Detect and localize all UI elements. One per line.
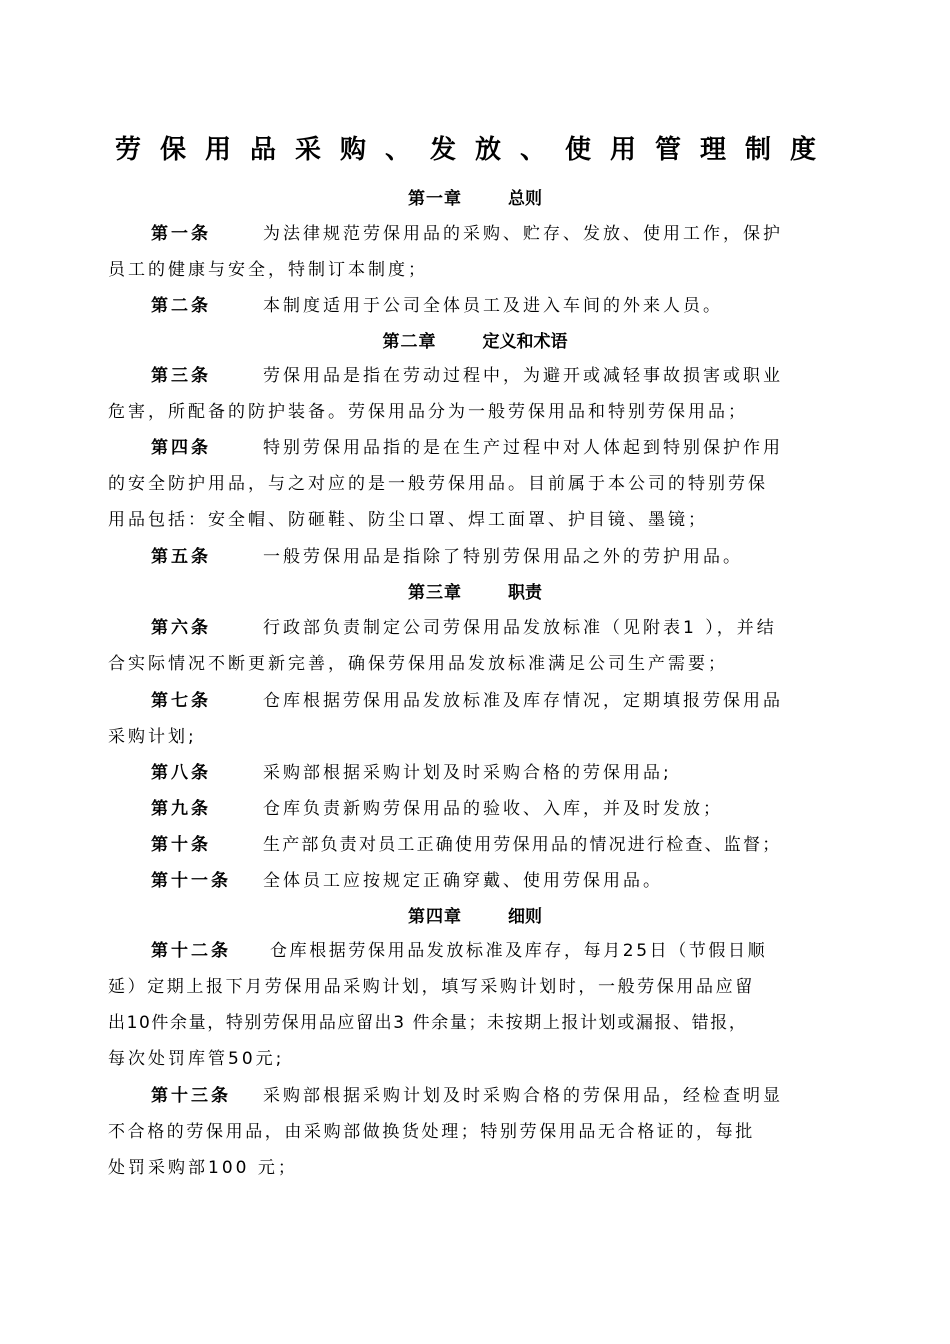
article-label: 第十条 [151, 835, 211, 855]
article-line: 仓库根据劳保用品发放标准及库存，每月25日（节假日顺 [270, 941, 768, 961]
article [108, 683, 842, 755]
article [108, 791, 842, 827]
article [108, 216, 842, 288]
article [108, 755, 842, 791]
article [108, 1078, 842, 1186]
article-line: 延）定期上报下月劳保用品采购计划，填写采购计划时，一般劳保用品应留 [108, 977, 755, 997]
article-line: 本制度适用于公司全体员工及进入车间的外来人员。 [263, 296, 723, 316]
article-label: 第六条 [151, 618, 211, 638]
article-label: 第八条 [151, 763, 211, 783]
article [108, 539, 842, 575]
article-line: 仓库根据劳保用品发放标准及库存情况，定期填报劳保用品 [263, 691, 783, 711]
article-label: 第二条 [151, 296, 211, 316]
chapter-number: 第一章 [408, 189, 462, 209]
article-label: 第七条 [151, 691, 211, 711]
chapter-heading [108, 902, 842, 932]
article [108, 288, 842, 324]
chapter-name: 细则 [508, 907, 542, 927]
chapter-heading [108, 327, 842, 357]
article-line: 用品包括：安全帽、防砸鞋、防尘口罩、焊工面罩、护目镜、墨镜； [108, 510, 708, 530]
article-line: 员工的健康与安全，特制订本制度； [108, 260, 428, 280]
chapter-heading [108, 184, 842, 214]
article-line: 一般劳保用品是指除了特别劳保用品之外的劳护用品。 [263, 547, 743, 567]
article-label: 第十一条 [151, 871, 231, 891]
chapter-number: 第四章 [408, 907, 462, 927]
chapter-heading [108, 578, 842, 608]
article [108, 863, 842, 899]
article-label: 第九条 [151, 799, 211, 819]
article-line: 采购部根据采购计划及时采购合格的劳保用品; [263, 763, 672, 783]
article-line: 为法律规范劳保用品的采购、贮存、发放、使用工作，保护 [263, 224, 783, 244]
article [108, 933, 842, 1077]
chapter-name: 职责 [508, 583, 542, 603]
article [108, 610, 842, 682]
article [108, 827, 842, 863]
article-line: 特别劳保用品指的是在生产过程中对人体起到特别保护作用 [263, 438, 783, 458]
article-line: 采购部根据采购计划及时采购合格的劳保用品，经检查明显 [263, 1086, 783, 1106]
article [108, 358, 842, 430]
article-line: 出10件余量，特别劳保用品应留出3 件余量；未按期上报计划或漏报、错报， [108, 1013, 748, 1033]
article-label: 第三条 [151, 366, 211, 386]
article-line: 全体员工应按规定正确穿戴、使用劳保用品。 [263, 871, 663, 891]
article-line: 的安全防护用品，与之对应的是一般劳保用品。目前属于本公司的特别劳保 [108, 474, 768, 494]
article-label: 第一条 [151, 224, 211, 244]
article-line: 行政部负责制定公司劳保用品发放标准（见附表1 ），并结 [263, 618, 777, 638]
article [108, 430, 842, 538]
chapter-number: 第三章 [408, 583, 462, 603]
chapter-name: 总则 [508, 189, 542, 209]
chapter-name: 定义和术语 [482, 332, 568, 352]
article-line: 危害，所配备的防护装备。劳保用品分为一般劳保用品和特别劳保用品； [108, 402, 748, 422]
article-label: 第五条 [151, 547, 211, 567]
chapter-number: 第二章 [382, 332, 437, 352]
article-label: 第十三条 [151, 1086, 231, 1106]
article-label: 第十二条 [151, 941, 231, 961]
article-line: 处罚采购部100 元； [108, 1158, 298, 1178]
article-line: 每次处罚库管50元; [108, 1049, 285, 1069]
article-line: 合实际情况不断更新完善，确保劳保用品发放标准满足公司生产需要； [108, 654, 728, 674]
document-title: 劳保用品采购、发放、使用管理制度 [114, 135, 835, 165]
article-line: 劳保用品是指在劳动过程中，为避开或减轻事故损害或职业 [263, 366, 783, 386]
article-line: 生产部负责对员工正确使用劳保用品的情况进行检查、监督； [263, 835, 782, 855]
article-line: 采购计划; [108, 727, 197, 747]
article-label: 第四条 [151, 438, 211, 458]
article-line: 仓库负责新购劳保用品的验收、入库，并及时发放； [263, 799, 723, 819]
article-line: 不合格的劳保用品，由采购部做换货处理；特别劳保用品无合格证的，每批 [108, 1122, 755, 1142]
